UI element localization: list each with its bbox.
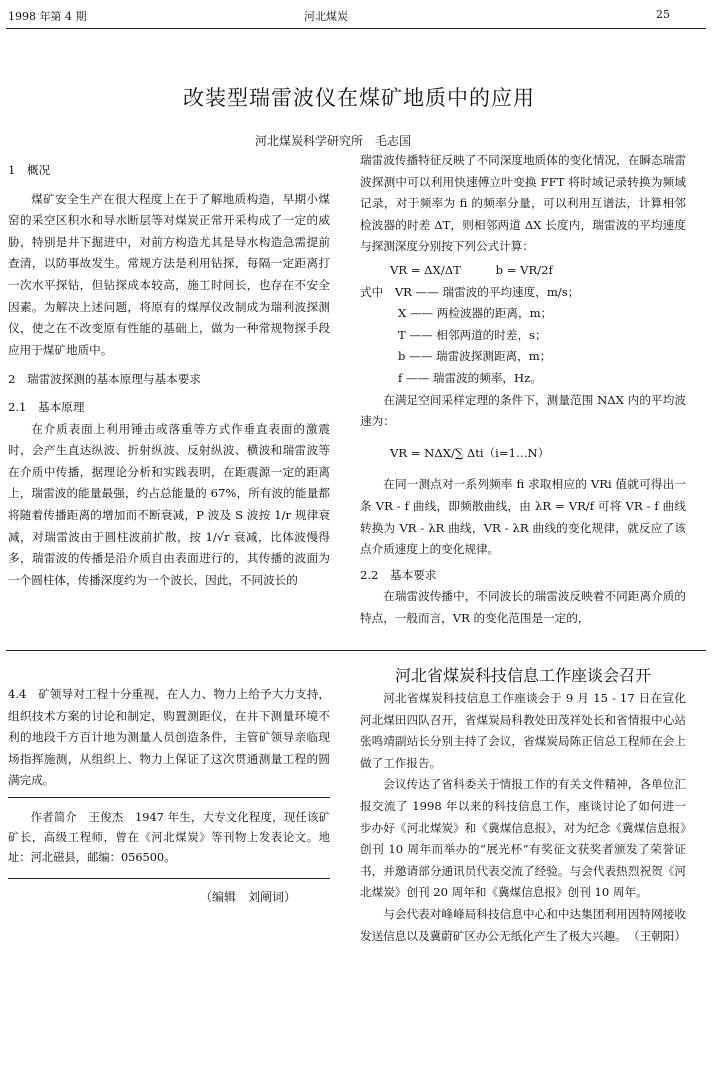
section-1-heading: 1 概况: [8, 163, 51, 177]
definition-item: f —— 瑞雷波的频率，Hz。: [398, 370, 542, 385]
definition-item: X —— 两检波器的距离，m；: [398, 306, 553, 321]
news-signoff: （王朝阳）: [628, 929, 686, 944]
definition-item: T —— 相邻两道的时差，s；: [398, 327, 547, 342]
right-paragraph-3: 在同一测点对一系列频率 fi 求取相应的 VRi 值就可得出一条 VR - f 曲线，即频散曲线，由 λR = VR/f 可将 VR - f 曲线转换为 VR - λR 曲线，VR - λR 曲线的变化规律，就反应了该点介质速度上的变化规律。: [360, 477, 686, 557]
formula-average-velocity: VR = NΔX/∑ Δti（i=1…N）: [390, 445, 550, 460]
news-paragraph-2: 会议传达了省科委关于情报工作的有关文件精神，各单位汇报交流了 1998 年以来的科技信息工作，座谈讨论了如何进一步办好《河北煤炭》和《冀煤信息报》，对为纪念《冀煤信息报》创刊 10 周年而举办的“展光杯”有奖征文获奖者颁发了荣誉证书，并邀请部分通讯员代表交流了经验。与会代表热烈祝贺《河北煤炭》创刊 20 周年和《冀煤信息报》创刊 10 周年。: [360, 777, 686, 900]
prior-article-paragraph: 4.4 矿领导对工程十分重视，在人力、物力上给予大力支持，组织技术方案的讨论和制定，购置测距仪，在井下测量环境不利的地段千方百计地为测量人员创造条件，主管矿领导亲临现场指挥施测，从组织上、物力上保证了这次贯通测量工程的圆满完成。: [8, 687, 330, 788]
right-paragraph-1: 瑞雷波传播特征反映了不同深度地质体的变化情况，在瞬态瑞雷波探测中可以利用快速傅立叶变换 FFT 将时域记录转换为频域记录，对于频率为 fi 的频率分量，可以利用互谱法，计算相邻检波器的时差 ΔT，则相邻两道 ΔX 长度内，瑞雷波的平均速度与探测深度分别按下列公式计算：: [360, 153, 686, 254]
right-paragraph-2: 在满足空间采样定理的条件下，测量范围 NΔX 内的平均波速为：: [360, 392, 686, 429]
author-intro: [8, 808, 330, 868]
definition-item: VR —— 瑞雷波的平均速度，m/s；: [394, 284, 580, 299]
definitions-intro: 式中: [360, 284, 384, 299]
right-column: [360, 150, 686, 629]
formula-velocity-depth: VR = ΔX/ΔT b = VR/2f: [390, 262, 553, 277]
news-paragraph-1: 河北省煤炭科技信息工作座谈会于 9 月 15 - 17 日在宣化河北煤田四队召开，省煤炭局科教处田茂祥处长和省情报中心站张鸣靖副站长分别主持了会议，省煤炭局陈正信总工程师在会上做了工作报告。: [360, 691, 686, 770]
journal-name: 河北煤炭: [304, 10, 348, 23]
section-2-1-paragraph: 在介质表面上利用锤击或落重等方式作垂直表面的激震时，会产生直达纵波、折射纵波、反射纵波、横波和瑞雷波等在介质中传播，据理论分析和实践表明，在距震源一定的距离上，瑞雷波的能量最强，约占总能量的 67%，所有波的能量都将随着传播距离的增加而不断衰减，P 波及 S 波按 1/r 规律衰减，对瑞雷波由于圆柱波前扩散，按 1/√r 衰减，比体波慢得多，瑞雷波的传播是沿介质自由表面进行的，其传播的波面为一个圆柱体，传播深度约为一个波长，因此，不同波长的: [8, 421, 330, 587]
editor-credit: （编辑 刘阐词）: [200, 890, 297, 904]
news-paragraph-3: 与会代表对峰峰局科技信息中心和中达集团利用因特网接收发送信息以及冀蔚矿区办公无纸化产生了极大兴趣。: [360, 906, 686, 943]
section-2-1-heading: 2.1 基本原理: [8, 399, 85, 414]
definition-item: b —— 瑞雷波探测距离，m；: [398, 349, 552, 364]
right-paragraph-4: 在瑞雷波传播中，不同波长的瑞雷波反映着不同距离介质的特点，一般而言，VR 的变化范围是一定的，: [360, 589, 686, 625]
lower-left-block: [8, 684, 330, 792]
section-divider: [6, 650, 706, 651]
author-intro-text: 作者简介 王俊杰 1947 年生，大专文化程度，现任该矿矿长，高级工程师，曾在《河北煤炭》等刊物上发表论文。地址：河北磁县，邮编：056500。: [8, 811, 330, 864]
left-column: [8, 160, 330, 591]
issue-label: 1998 年第 4 期: [8, 10, 87, 23]
symbol-definitions: [360, 282, 686, 390]
page-number: 25: [656, 8, 670, 21]
author-note-rule-bottom: [8, 878, 330, 879]
section-2-heading: 2 瑞雷波探测的基本原理与基本要求: [8, 372, 201, 387]
section-2-2-heading: 2.2 基本要求: [360, 567, 437, 582]
article-byline: 河北煤炭科学研究所 毛志国: [255, 134, 412, 148]
news-title: 河北省煤炭科技信息工作座谈会召开: [394, 666, 651, 685]
header-rule: [6, 28, 706, 29]
author-note-rule-top: [8, 797, 330, 798]
news-block: [360, 664, 686, 948]
section-1-paragraph: 煤矿安全生产在很大程度上在于了解地质构造，早期小煤窑的采空区积水和导水断层等对煤炭正常开采构成了一定的威胁，特别是井下掘进中，对前方构造尤其是导水构造急需提前查清，以防事故发生。常规方法是利用钻探，每隔一定距离打一次水平探钻，但钻探成本较高，施工时间长，也存在不安全因素。为解决上述问题，将原有的煤厚仪改制成为瑞利波探测仪，使之在不改变原有性能的基础上，做为一种常规物探手段应用于煤矿地质中。: [8, 191, 330, 357]
article-title: 改装型瑞雷波仪在煤矿地质中的应用: [183, 86, 535, 110]
